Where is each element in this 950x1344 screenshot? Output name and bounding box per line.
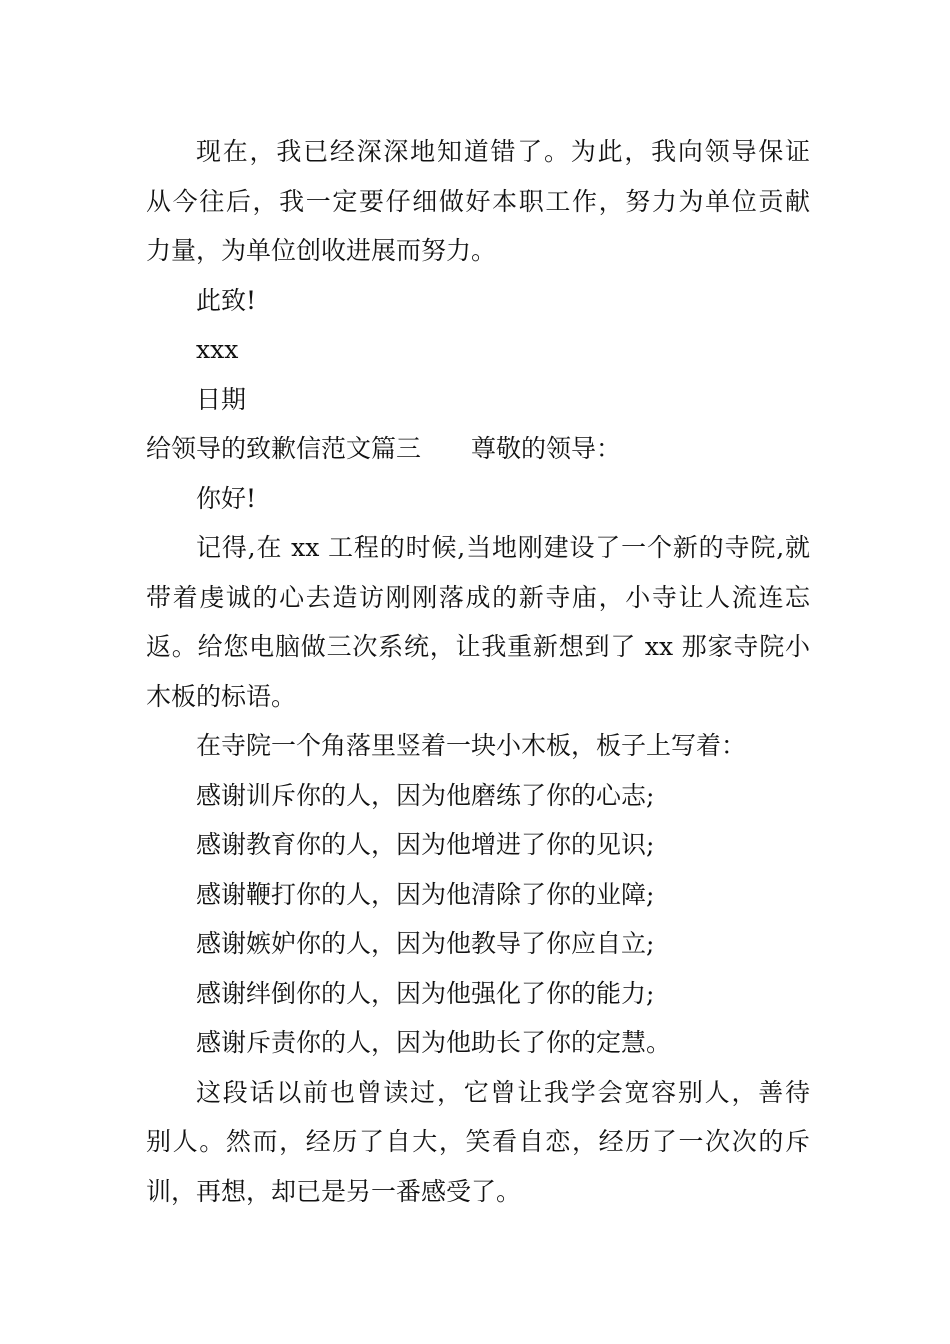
paragraph-line: 记得,在 xx 工程的时候,当地刚建设了一个新的寺院,就 (196, 533, 810, 562)
list-item: 感谢训斥你的人，因为他磨练了你的心志; (196, 780, 655, 810)
paragraph-line: 返。给您电脑做三次系统，让我重新想到了 xx 那家寺院小 (146, 632, 810, 661)
paragraph-line: 从今往后，我一定要仔细做好本职工作，努力为单位贡献 (146, 186, 810, 216)
paragraph-line: 这段话以前也曾读过，它曾让我学会宽容别人，善待 (196, 1077, 810, 1107)
paragraph-line: 别人。然而，经历了自大，笑看自恋，经历了一次次的斥 (146, 1127, 810, 1156)
section-title: 给领导的致歉信范文篇三 (146, 434, 422, 463)
section-heading-line (146, 424, 810, 474)
paragraph-line: 力量，为单位创收进展而努力。 (146, 236, 497, 265)
greeting-recipient: 尊敬的领导： (471, 434, 622, 463)
list-item: 感谢斥责你的人，因为他助长了你的定慧。 (196, 1028, 672, 1057)
closing-salutation: 此致! (196, 285, 257, 315)
list-item: 感谢教育你的人，因为他增进了你的见识; (196, 830, 655, 859)
paragraph-line: 带着虔诚的心去造访刚刚落成的新寺庙，小寺让人流连忘 (146, 582, 810, 612)
greeting: 你好! (196, 483, 257, 513)
paragraph-line: 木板的标语。 (146, 681, 297, 711)
signature: xxx (196, 335, 239, 364)
list-item: 感谢绊倒你的人，因为他强化了你的能力; (196, 978, 655, 1008)
list-item: 感谢鞭打你的人，因为他清除了你的业障; (196, 879, 655, 909)
list-item: 感谢嫉妒你的人，因为他教导了你应自立; (196, 929, 655, 958)
date-label: 日期 (196, 384, 247, 414)
document-body (146, 127, 810, 1216)
paragraph-line: 在寺院一个角落里竖着一块小木板，板子上写着： (196, 731, 747, 760)
paragraph-line: 现在，我已经深深地知道错了。为此，我向领导保证 (196, 137, 810, 166)
paragraph-line: 训，再想，却已是另一番感受了。 (146, 1176, 522, 1206)
